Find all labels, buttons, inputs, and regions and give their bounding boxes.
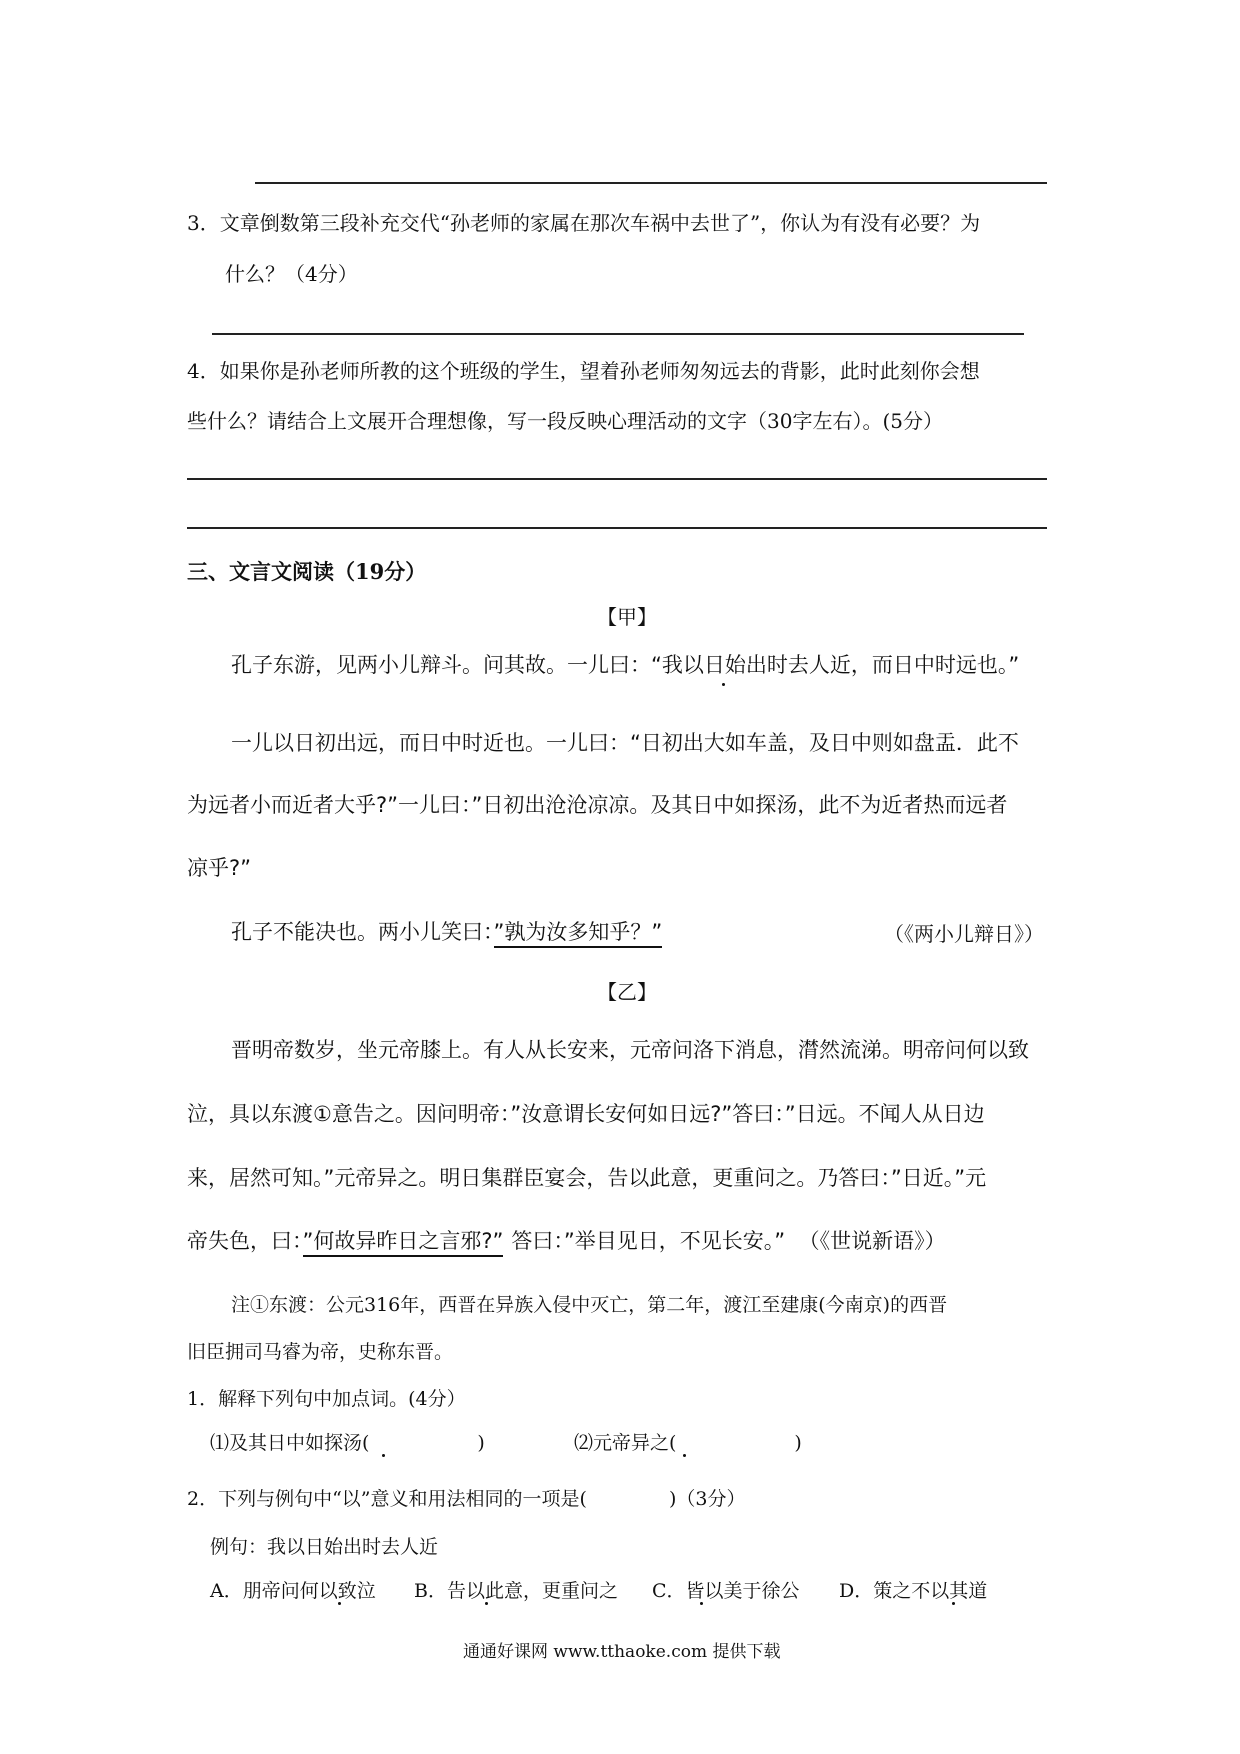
passage-a-label: 【甲】	[597, 605, 657, 629]
emphasis-dot	[700, 1602, 703, 1605]
question-2-text: 2．下列与例句中“以”意义和用法相同的一项是(	[187, 1488, 587, 1510]
passage-a-paragraph-2-line-2: 为远者小而近者大乎?”一儿曰：”日初出沧沧凉凉。及其日中如探汤，此不为近者热而远者	[187, 793, 1008, 817]
passage-b-line-2: 泣，具以东渡①意告之。因问明帝：”汝意谓长安何如日远?”答曰：”日远。不闻人从日边	[187, 1102, 985, 1126]
question-1-item-b-blank-end: )	[794, 1432, 802, 1454]
footnote-line-2: 旧臣拥司马睿为帝，史称东晋。	[187, 1341, 454, 1363]
question-1-item-a-text: ⑴及其日中如探汤(	[210, 1432, 370, 1454]
passage-b-label: 【乙】	[597, 980, 657, 1004]
emphasis-dot	[338, 1602, 341, 1605]
answer-line	[255, 182, 1047, 184]
underlined-quote: ”何故异昨日之言邪?”	[303, 1229, 504, 1257]
question-2	[187, 1484, 745, 1511]
question-3-line-1: 3．文章倒数第三段补充交代“孙老师的家属在那次车祸中去世了”，你认为有没有必要？为	[187, 211, 981, 235]
passage-b-source: （《世说新语》）	[809, 1229, 946, 1253]
question-1-item-a	[210, 1428, 485, 1455]
option-d: D．策之不以其道	[839, 1580, 988, 1602]
passage-a-paragraph-3-text: 孔子不能决也。两小儿笑曰：	[231, 920, 494, 944]
answer-line	[187, 527, 1047, 529]
passage-a-source: （《两小儿辩日》）	[884, 922, 1044, 946]
answer-line	[212, 333, 1024, 335]
footnote-line-1: 注①东渡：公元316年，西晋在异族入侵中灭亡，第二年，渡江至建康(今南京)的西晋	[231, 1294, 948, 1316]
emphasis-dot	[683, 1454, 686, 1457]
underlined-quote: ”孰为汝多知乎？”	[494, 920, 663, 948]
passage-b-line-4-text: 帝失色，曰：	[187, 1229, 303, 1253]
answer-line	[187, 478, 1047, 480]
passage-a-paragraph-1: 孔子东游，见两小儿辩斗。问其故。一儿曰：“我以日始出时去人近，而日中时远也。”	[231, 653, 1020, 677]
example-sentence: 例句：我以日始出时去人近	[210, 1536, 439, 1558]
emphasis-dot	[952, 1602, 955, 1605]
question-3-line-2: 什么？（4分）	[225, 262, 358, 286]
question-1: 1．解释下列句中加点词。(4分）	[187, 1388, 466, 1410]
passage-b-line-4	[187, 1226, 946, 1256]
page-footer: 通通好课网 www.tthaoke.com 提供下载	[463, 1642, 781, 1662]
passage-b-line-3: 来，居然可知。”元帝异之。明日集群臣宴会，告以此意，更重问之。乃答曰：”日近。”元	[187, 1166, 987, 1190]
question-1-item-b	[574, 1428, 802, 1455]
option-a: A．朋帝问何以致泣	[210, 1580, 376, 1602]
emphasis-dot	[382, 1454, 385, 1457]
passage-b-line-4-answer: 答曰：”举目见日，不见长安。”	[511, 1229, 786, 1253]
passage-a-paragraph-2-line-1: 一儿以日初出远，而日中时近也。一儿曰：“日初出大如车盖，及日中则如盘盂．此不	[231, 731, 1019, 755]
option-c: C．皆以美于徐公	[652, 1580, 800, 1602]
question-1-item-a-blank-end: )	[477, 1432, 485, 1454]
section-heading: 三、文言文阅读（19分）	[187, 559, 427, 584]
question-4-line-2: 些什么？请结合上文展开合理想像，写一段反映心理活动的文字（30字左右）。(5分）	[187, 409, 943, 433]
question-2-end: )（3分）	[668, 1488, 746, 1510]
question-1-item-b-text: ⑵元帝异之(	[574, 1432, 677, 1454]
passage-a-paragraph-3	[231, 917, 662, 947]
question-4-line-1: 4．如果你是孙老师所教的这个班级的学生，望着孙老师匆匆远去的背影，此时此刻你会想	[187, 359, 980, 383]
option-b: B．告以此意，更重问之	[414, 1580, 618, 1602]
emphasis-dot	[485, 1602, 488, 1605]
passage-b-line-1: 晋明帝数岁，坐元帝膝上。有人从长安来，元帝问洛下消息，潸然流涕。明帝问何以致	[231, 1038, 1029, 1062]
emphasis-dot	[722, 683, 725, 686]
passage-a-paragraph-2-line-3: 凉乎?”	[187, 856, 252, 880]
